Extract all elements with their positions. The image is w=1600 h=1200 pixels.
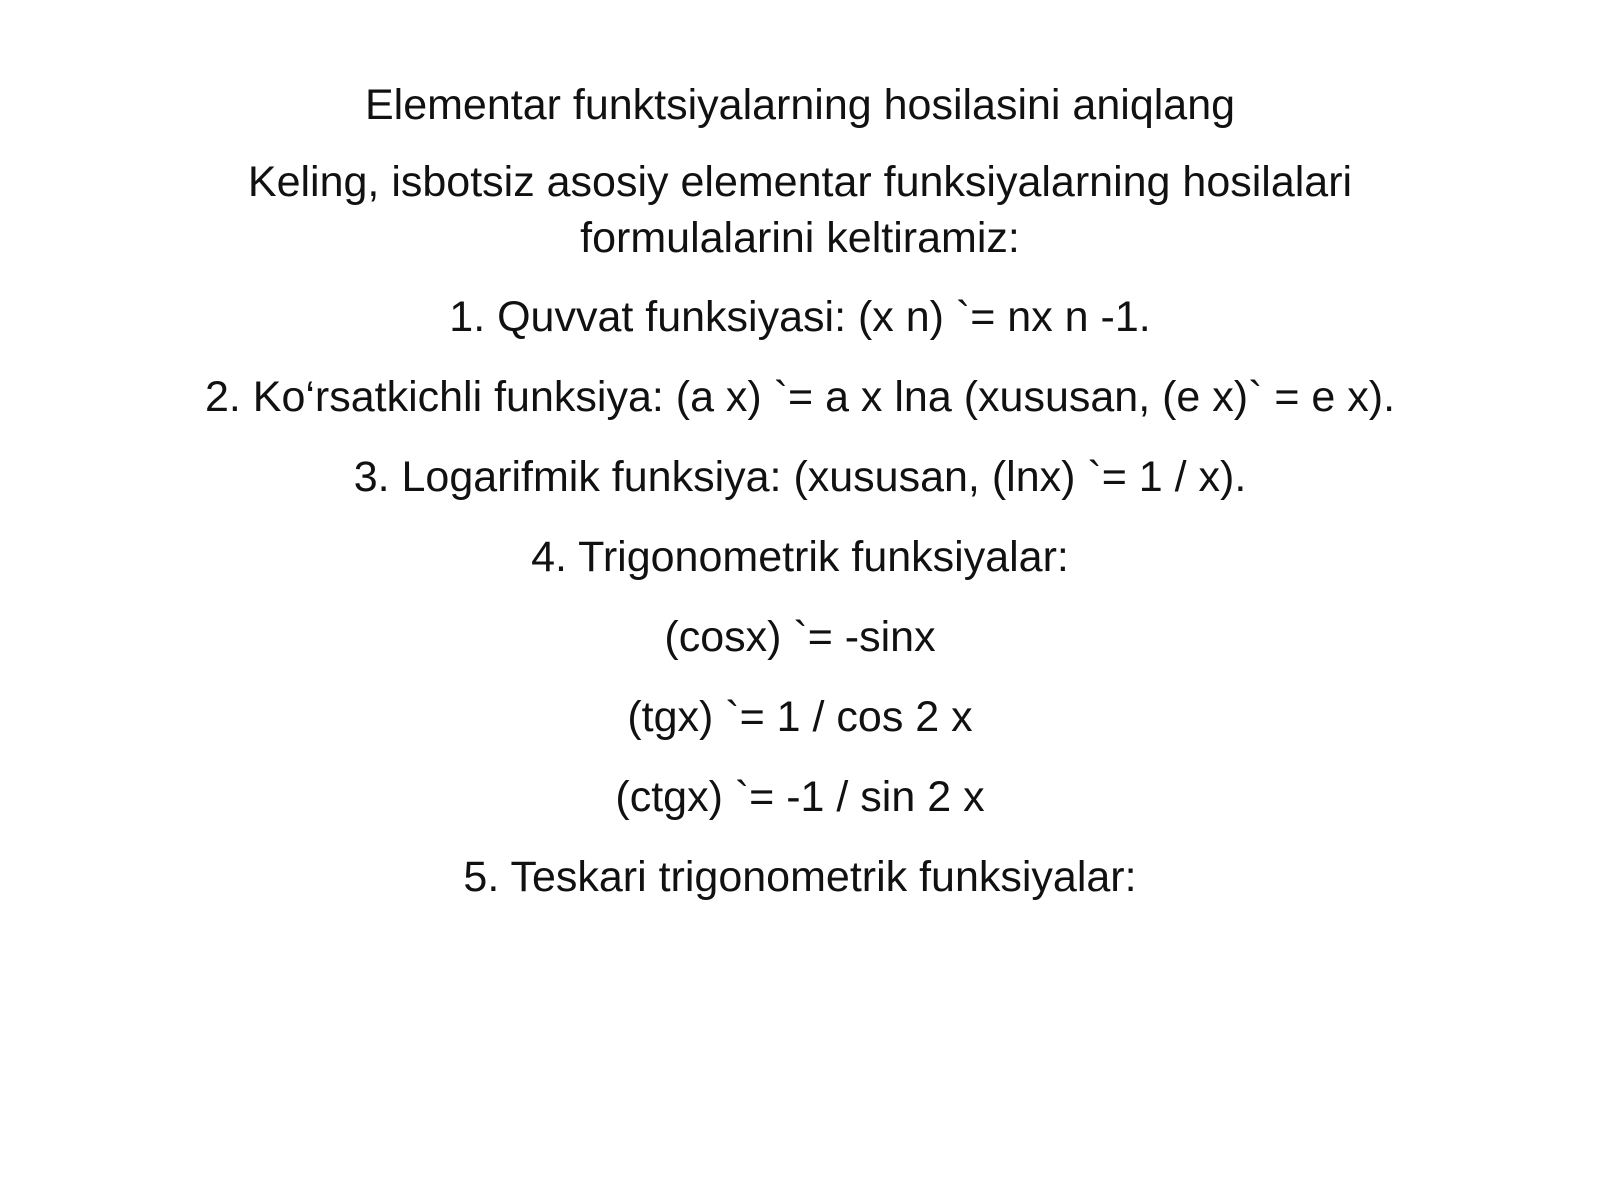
formula-ctg: (ctgx) `= -1 / sin 2 x [615,773,985,821]
intro-text: Keling, isbotsiz asosiy elementar funksiyalarning hosilalari formulalarini keltiramiz: [247,158,1353,262]
formula-logarithmic: 3. Logarifmik funksiya: (xususan, (lnx) `= 1 / x). [353,453,1247,501]
formula-exponential: 2. Ko‘rsatkichli funksiya: (a x) `= a x lna (xususan, (e x)` = e x). [204,373,1396,421]
formula-tg: (tgx) `= 1 / cos 2 x [627,693,973,741]
slide-title: Elementar funktsiyalarning hosilasini aniqlang [364,81,1236,129]
slide-content [100,78,1500,930]
formula-cos: (cosx) `= -sinx [664,613,936,661]
formula-power: 1. Quvvat funksiyasi: (x n) `= nx n -1. [449,293,1151,341]
heading-inverse-trigonometric: 5. Teskari trigonometrik funksiyalar: [463,853,1137,901]
heading-trigonometric: 4. Trigonometrik funksiyalar: [531,533,1069,581]
